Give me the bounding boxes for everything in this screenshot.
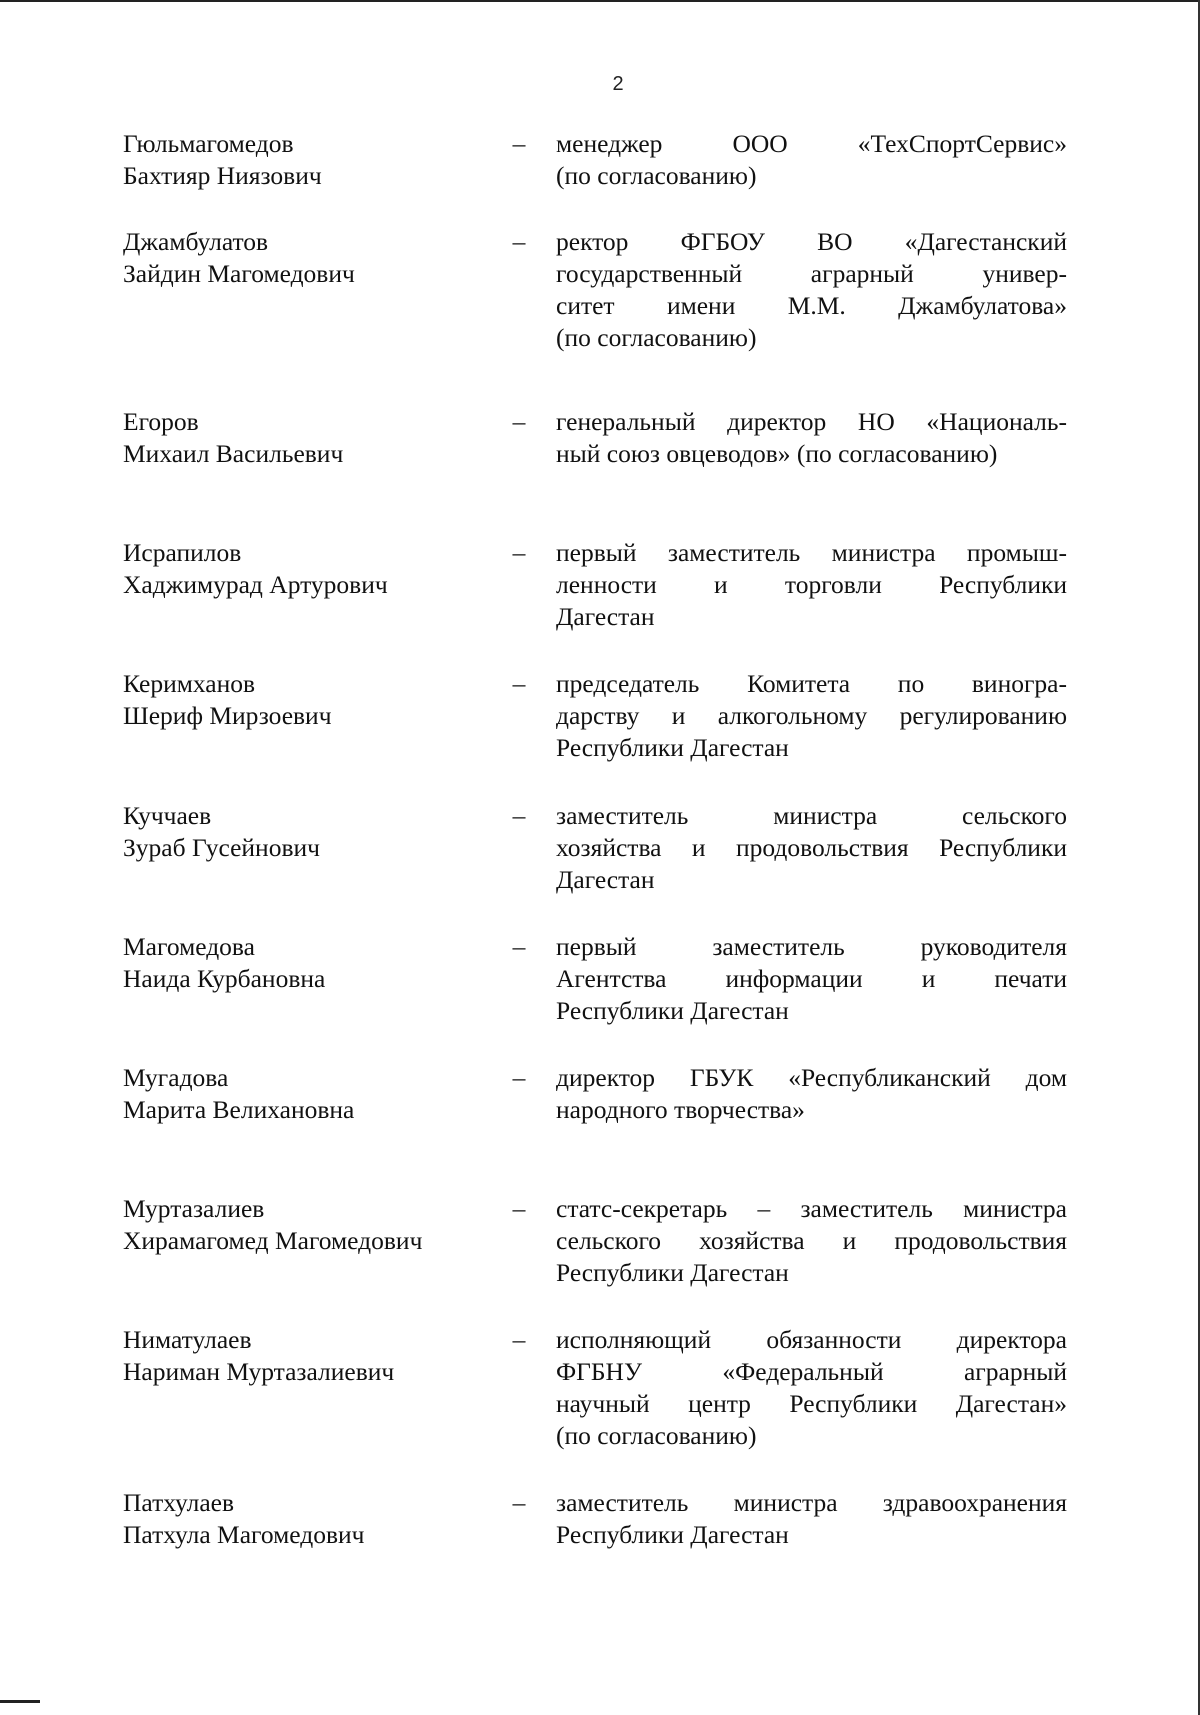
position-line: Республики Дагестан (556, 1258, 789, 1287)
dash-separator: – (512, 538, 526, 567)
position-line: ситет имени М.М. Джамбулатова» (556, 291, 1067, 320)
member-given-name: Патхула Магомедович (123, 1520, 365, 1549)
dash-separator: – (512, 1063, 526, 1092)
member-position (556, 128, 1067, 192)
member-surname: Магомедова (123, 932, 255, 961)
member-name (123, 1193, 503, 1257)
member-surname: Исрапилов (123, 538, 242, 567)
position-line: хозяйства и продовольствия Республики (556, 833, 1067, 862)
dash-separator: – (512, 932, 526, 961)
position-line: заместитель министра здравоохранения (556, 1488, 1067, 1517)
member-given-name: Зайдин Магомедович (123, 259, 355, 288)
member-name (123, 800, 503, 864)
position-line: заместитель министра сельского (556, 801, 1067, 830)
member-name (123, 1487, 503, 1551)
member-position (556, 406, 1067, 470)
position-line: Республики Дагестан (556, 1520, 789, 1549)
position-line: (по согласованию) (556, 161, 757, 190)
member-name (123, 226, 503, 290)
member-given-name: Зураб Гусейнович (123, 833, 320, 862)
member-surname: Ниматулаев (123, 1325, 252, 1354)
position-line: исполняющий обязанности директора (556, 1325, 1067, 1354)
position-line: менеджер ООО «ТехСпортСервис» (556, 129, 1067, 158)
member-surname: Куччаев (123, 801, 212, 830)
member-name (123, 668, 503, 732)
position-line: директор ГБУК «Республиканский дом (556, 1063, 1067, 1092)
position-line: (по согласованию) (556, 323, 757, 352)
scan-edge-mark (0, 1700, 40, 1703)
position-line: Республики Дагестан (556, 996, 789, 1025)
dash-separator: – (512, 669, 526, 698)
member-position (556, 800, 1067, 896)
position-line: Агентства информации и печати (556, 964, 1067, 993)
member-position (556, 1487, 1067, 1551)
position-line: Дагестан (556, 602, 655, 631)
position-line: председатель Комитета по виногра- (556, 669, 1067, 698)
position-line: сельского хозяйства и продовольствия (556, 1226, 1067, 1255)
member-position (556, 537, 1067, 633)
position-line: государственный аграрный универ- (556, 259, 1067, 288)
member-surname: Гюльмагомедов (123, 129, 294, 158)
position-line: ленности и торговли Республики (556, 570, 1067, 599)
dash-separator: – (512, 1488, 526, 1517)
page-number: 2 (612, 73, 624, 95)
member-surname: Муртазалиев (123, 1194, 265, 1223)
position-line: народного творчества» (556, 1095, 805, 1124)
position-line: дарству и алкогольному регулированию (556, 701, 1067, 730)
position-line: первый заместитель министра промыш- (556, 538, 1067, 567)
dash-separator: – (512, 129, 526, 158)
dash-separator: – (512, 1325, 526, 1354)
member-name (123, 1062, 503, 1126)
member-position (556, 1324, 1067, 1452)
member-given-name: Наида Курбановна (123, 964, 326, 993)
dash-separator: – (512, 227, 526, 256)
member-position (556, 668, 1067, 764)
member-surname: Джамбулатов (123, 227, 269, 256)
member-surname: Керимханов (123, 669, 256, 698)
position-line: генеральный директор НО «Националь- (556, 407, 1067, 436)
position-line: статс-секретарь – заместитель министра (556, 1194, 1067, 1223)
member-name (123, 1324, 503, 1388)
position-line: ный союз овцеводов» (по согласованию) (556, 439, 998, 468)
member-name (123, 537, 503, 601)
member-position (556, 1193, 1067, 1289)
member-given-name: Бахтияр Ниязович (123, 161, 322, 190)
position-line: Республики Дагестан (556, 733, 789, 762)
dash-separator: – (512, 801, 526, 830)
member-name (123, 128, 503, 192)
position-line: научный центр Республики Дагестан» (556, 1389, 1067, 1418)
member-position (556, 931, 1067, 1027)
position-line: (по согласованию) (556, 1421, 757, 1450)
scan-edge-top (0, 0, 1200, 2)
member-given-name: Хирамагомед Магомедович (123, 1226, 423, 1255)
position-line: ректор ФГБОУ ВО «Дагестанский (556, 227, 1067, 256)
member-position (556, 1062, 1067, 1126)
member-given-name: Нариман Муртазалиевич (123, 1357, 395, 1386)
member-surname: Мугадова (123, 1063, 229, 1092)
dash-separator: – (512, 1194, 526, 1223)
member-given-name: Шериф Мирзоевич (123, 701, 332, 730)
member-given-name: Марита Велихановна (123, 1095, 355, 1124)
position-line: Дагестан (556, 865, 655, 894)
position-line: первый заместитель руководителя (556, 932, 1067, 961)
member-name (123, 931, 503, 995)
member-position (556, 226, 1067, 354)
member-given-name: Хаджимурад Артурович (123, 570, 388, 599)
member-given-name: Михаил Васильевич (123, 439, 344, 468)
member-surname: Егоров (123, 407, 199, 436)
member-name (123, 406, 503, 470)
dash-separator: – (512, 407, 526, 436)
member-surname: Патхулаев (123, 1488, 235, 1517)
position-line: ФГБНУ «Федеральный аграрный (556, 1357, 1067, 1386)
